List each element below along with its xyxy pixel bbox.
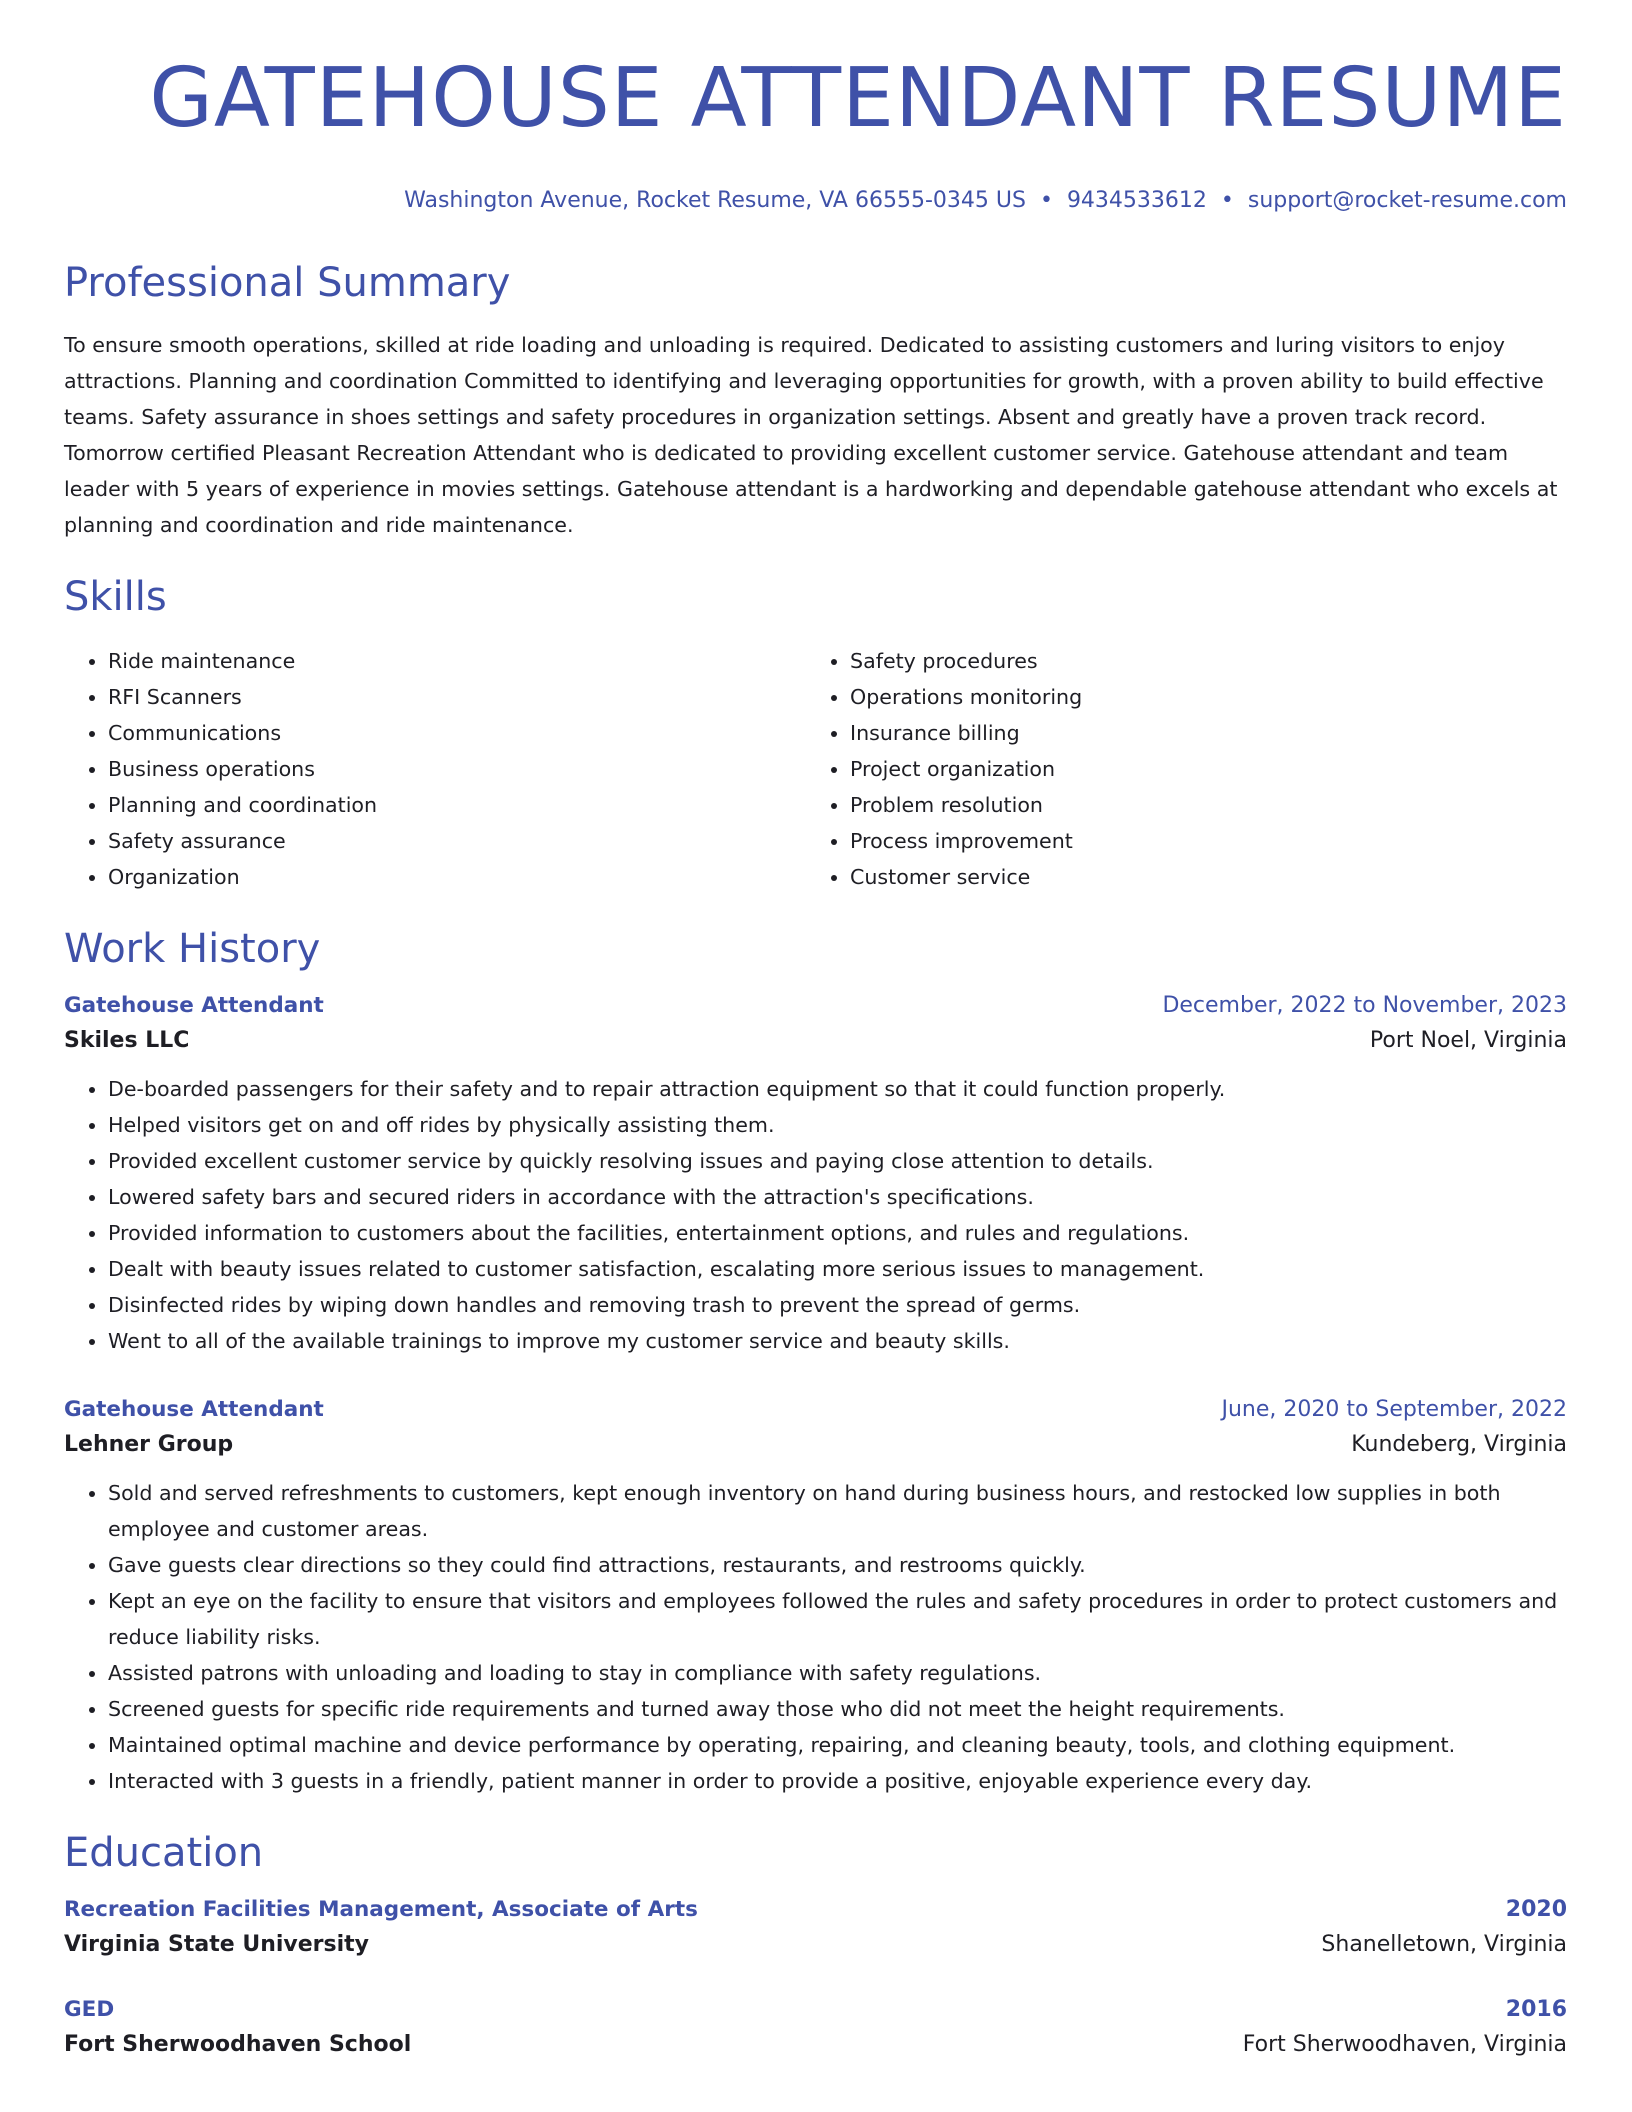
resume-title: GATEHOUSE ATTENDANT RESUME xyxy=(149,51,1567,146)
education-year: 2020 xyxy=(1505,1897,1567,1923)
education-school: Fort Sherwoodhaven School xyxy=(64,2032,412,2058)
skill-item: • Problem resolution xyxy=(850,787,1548,823)
job-bullet: • Gave guests clear directions so they could find attractions, restaurants, and restrooms quickly. xyxy=(108,1547,1567,1583)
skills-column-left xyxy=(64,643,806,895)
job-bullet: • Interacted with 3 guests in a friendly, patient manner in order to provide a positive, enjoyable experience every day. xyxy=(108,1763,1567,1799)
job-title: Gatehouse Attendant xyxy=(64,1397,324,1423)
job-bullets xyxy=(64,1071,1567,1359)
education-subheader xyxy=(64,1932,1567,1957)
job-entry xyxy=(64,993,1567,1359)
education-school: Virginia State University xyxy=(64,1932,370,1958)
job-entry xyxy=(64,1397,1567,1799)
job-subheader xyxy=(64,1028,1567,1053)
contact-separator: • xyxy=(1039,188,1053,214)
skill-item: • Operations monitoring xyxy=(850,679,1548,715)
contact-email[interactable]: support@rocket-resume.com xyxy=(1247,188,1567,214)
section-heading-education: Education xyxy=(64,1830,264,1877)
skill-item: • Project organization xyxy=(850,751,1548,787)
skill-item: • Planning and coordination xyxy=(108,787,806,823)
job-company: Skiles LLC xyxy=(64,1028,190,1054)
education-year: 2016 xyxy=(1505,1997,1567,2023)
job-bullet: • Assisted patrons with unloading and loading to stay in compliance with safety regulations. xyxy=(108,1655,1567,1691)
job-bullet: • Maintained optimal machine and device performance by operating, repairing, and cleaning beauty, tools, and clothing equipment. xyxy=(108,1727,1567,1763)
education-location: Fort Sherwoodhaven, Virginia xyxy=(1242,2032,1567,2058)
job-title: Gatehouse Attendant xyxy=(64,993,324,1019)
section-heading-summary: Professional Summary xyxy=(64,260,511,307)
job-bullet: • Provided information to customers about the facilities, entertainment options, and rules and regulations. xyxy=(108,1215,1567,1251)
job-subheader xyxy=(64,1432,1567,1457)
job-bullet: • Dealt with beauty issues related to customer satisfaction, escalating more serious issues to management. xyxy=(108,1251,1567,1287)
section-heading-work-history: Work History xyxy=(64,926,321,973)
job-header xyxy=(64,1397,1567,1422)
skills-column-right xyxy=(806,643,1548,895)
job-company: Lehner Group xyxy=(64,1432,234,1458)
education-header xyxy=(64,1997,1567,2022)
job-bullet: • Disinfected rides by wiping down handles and removing trash to prevent the spread of germs. xyxy=(108,1287,1567,1323)
skill-item: • Process improvement xyxy=(850,823,1548,859)
job-bullet: • Provided excellent customer service by quickly resolving issues and paying close attention to details. xyxy=(108,1143,1567,1179)
job-bullet: • Screened guests for specific ride requirements and turned away those who did not meet the height requirements. xyxy=(108,1691,1567,1727)
contact-line xyxy=(64,188,1567,213)
job-dates: June, 2020 to September, 2022 xyxy=(1221,1397,1567,1423)
skill-item: • RFI Scanners xyxy=(108,679,806,715)
job-bullet: • Lowered safety bars and secured riders in accordance with the attraction's specifications. xyxy=(108,1179,1567,1215)
job-bullet: • De-boarded passengers for their safety and to repair attraction equipment so that it could function properly. xyxy=(108,1071,1567,1107)
section-heading-skills: Skills xyxy=(64,574,167,621)
job-bullet: • Helped visitors get on and off rides by physically assisting them. xyxy=(108,1107,1567,1143)
skill-item: • Insurance billing xyxy=(850,715,1548,751)
education-degree: Recreation Facilities Management, Associate of Arts xyxy=(64,1897,698,1923)
job-bullet: • Went to all of the available trainings to improve my customer service and beauty skills. xyxy=(108,1323,1567,1359)
job-bullet: • Sold and served refreshments to customers, kept enough inventory on hand during business hours, and restocked low supplies in both employee and customer areas. xyxy=(108,1475,1567,1547)
job-header xyxy=(64,993,1567,1018)
contact-address: Washington Avenue, Rocket Resume, VA 66555-0345 US xyxy=(404,188,1026,214)
skill-item: • Safety procedures xyxy=(850,643,1548,679)
skills-list xyxy=(64,643,1567,895)
summary-text: To ensure smooth operations, skilled at ride loading and unloading is required. Dedicated to assisting customers and luring visitors to enjoy attractions. Planning and coordination Committed to identifying and leveraging opportunities for growth, with a proven ability to build effective teams. Safety assurance in shoes settings and safety procedures in organization settings. Absent and greatly have a proven track record. Tomorrow certified Pleasant Recreation Attendant who is dedicated to providing excellent customer service. Gatehouse attendant and team leader with 5 years of experience in movies settings. Gatehouse attendant is a hardworking and dependable gatehouse attendant who excels at planning and coordination and ride maintenance. xyxy=(64,333,1558,538)
contact-separator: • xyxy=(1220,188,1234,214)
job-bullets xyxy=(64,1475,1567,1799)
job-dates: December, 2022 to November, 2023 xyxy=(1162,993,1567,1019)
education-subheader xyxy=(64,2032,1567,2057)
education-entry xyxy=(64,1897,1567,1957)
skill-item: • Ride maintenance xyxy=(108,643,806,679)
education-location: Shanelletown, Virginia xyxy=(1321,1932,1567,1958)
resume-page xyxy=(64,0,1567,2057)
job-location: Port Noel, Virginia xyxy=(1369,1028,1567,1054)
skill-item: • Communications xyxy=(108,715,806,751)
education-entry xyxy=(64,1997,1567,2057)
education-degree: GED xyxy=(64,1997,115,2023)
skill-item: • Business operations xyxy=(108,751,806,787)
skill-item: • Customer service xyxy=(850,859,1548,895)
education-header xyxy=(64,1897,1567,1922)
skill-item: • Organization xyxy=(108,859,806,895)
contact-phone: 9434533612 xyxy=(1066,188,1207,214)
job-bullet: • Kept an eye on the facility to ensure that visitors and employees followed the rules and safety procedures in order to protect customers and reduce liability risks. xyxy=(108,1583,1567,1655)
skill-item: • Safety assurance xyxy=(108,823,806,859)
job-location: Kundeberg, Virginia xyxy=(1351,1432,1567,1458)
